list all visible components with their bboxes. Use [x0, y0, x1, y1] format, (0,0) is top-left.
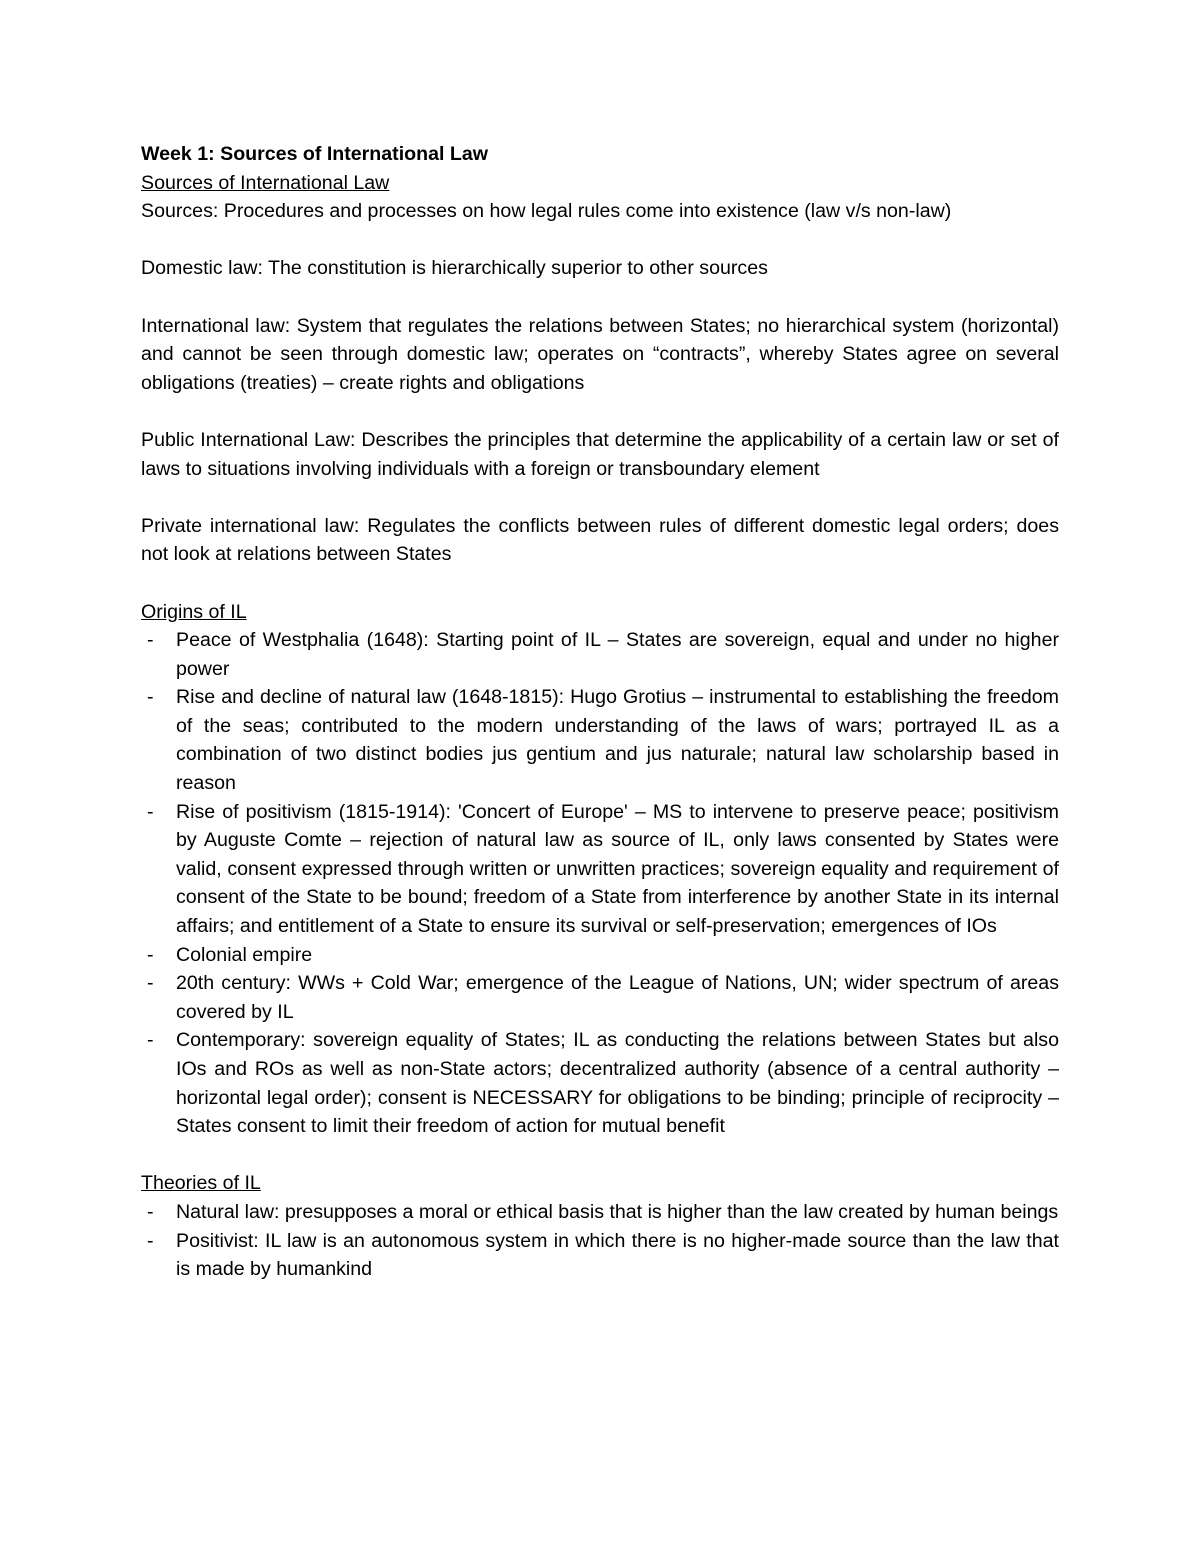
list-item-text: Colonial empire [176, 943, 313, 966]
dash-bullet: - [147, 686, 154, 709]
list-item [141, 1026, 1059, 1140]
list-item [141, 941, 1059, 970]
dash-bullet: - [147, 629, 154, 652]
spacer [141, 283, 1059, 312]
dash-bullet: - [147, 1229, 154, 1252]
list-item [141, 626, 1059, 683]
theories-list [141, 1198, 1059, 1284]
dash-bullet: - [147, 1029, 154, 1052]
list-item-text: Rise and decline of natural law (1648-1815): Hugo Grotius – instrumental to establishing the freedom of the seas; contributed to the modern understanding of the laws of wars; portrayed IL as a combination of two distinct bodies jus gentium and jus naturale; natural law scholarship based in reason [176, 686, 1059, 795]
section-heading-origins: Origins of IL [141, 600, 247, 623]
dash-bullet: - [147, 1200, 154, 1223]
list-item-text: Contemporary: sovereign equality of States; IL as conducting the relations between States but also IOs and ROs as well as non-State actors; decentralized authority (absence of a central authority – horizontal legal order); consent is NECESSARY for obligations to be binding; principle of reciprocity – States consent to limit their freedom of action for mutual benefit [176, 1029, 1059, 1138]
paragraph-public-international-law: Public International Law: Describes the principles that determine the applicability of a certain law or set of laws to situations involving individuals with a foreign or transboundary element [141, 428, 1059, 480]
list-item [141, 1227, 1059, 1284]
origins-list [141, 626, 1059, 1141]
spacer [141, 483, 1059, 512]
paragraph-sources: Sources: Procedures and processes on how legal rules come into existence (law v/s non-law) [141, 200, 952, 223]
list-item [141, 1198, 1059, 1227]
document-title: Week 1: Sources of International Law [141, 143, 488, 165]
spacer [141, 397, 1059, 426]
list-item-text: Rise of positivism (1815-1914): 'Concert of Europe' – MS to intervene to preserve peace; positivism by Auguste Comte – rejection of natural law as source of IL, only laws consented by States were valid, consent expressed through written or unwritten practices; sovereign equality and requirement of consent of the State to be bound; freedom of a State from interference by another State in its internal affairs; and entitlement of a State to ensure its survival or self-preservation; emergences of IOs [176, 800, 1059, 938]
spacer [141, 569, 1059, 598]
list-item [141, 798, 1059, 941]
spacer [141, 226, 1059, 255]
section-heading-theories: Theories of IL [141, 1172, 261, 1195]
paragraph-international-law: International law: System that regulates the relations between States; no hierarchical system (horizontal) and cannot be seen through domestic law; operates on “contracts”, whereby States agree on several obligations (treaties) – create rights and obligations [141, 314, 1059, 394]
list-item-text: Natural law: presupposes a moral or ethical basis that is higher than the law created by human beings [176, 1200, 1059, 1223]
dash-bullet: - [147, 800, 154, 823]
paragraph-private-international-law: Private international law: Regulates the conflicts between rules of different domestic legal orders; does not look at relations between States [141, 514, 1059, 566]
section-heading-sources: Sources of International Law [141, 171, 390, 194]
list-item [141, 969, 1059, 1026]
list-item-text: Peace of Westphalia (1648): Starting point of IL – States are sovereign, equal and under no higher power [176, 629, 1059, 680]
spacer [141, 1141, 1059, 1170]
list-item [141, 683, 1059, 797]
list-item-text: Positivist: IL law is an autonomous system in which there is no higher-made source than the law that is made by humankind [176, 1229, 1059, 1281]
dash-bullet: - [147, 943, 154, 966]
paragraph-domestic-law: Domestic law: The constitution is hierarchically superior to other sources [141, 257, 768, 280]
document-page [141, 140, 1059, 1284]
list-item-text: 20th century: WWs + Cold War; emergence of the League of Nations, UN; wider spectrum of areas covered by IL [176, 972, 1059, 1023]
dash-bullet: - [147, 972, 154, 995]
